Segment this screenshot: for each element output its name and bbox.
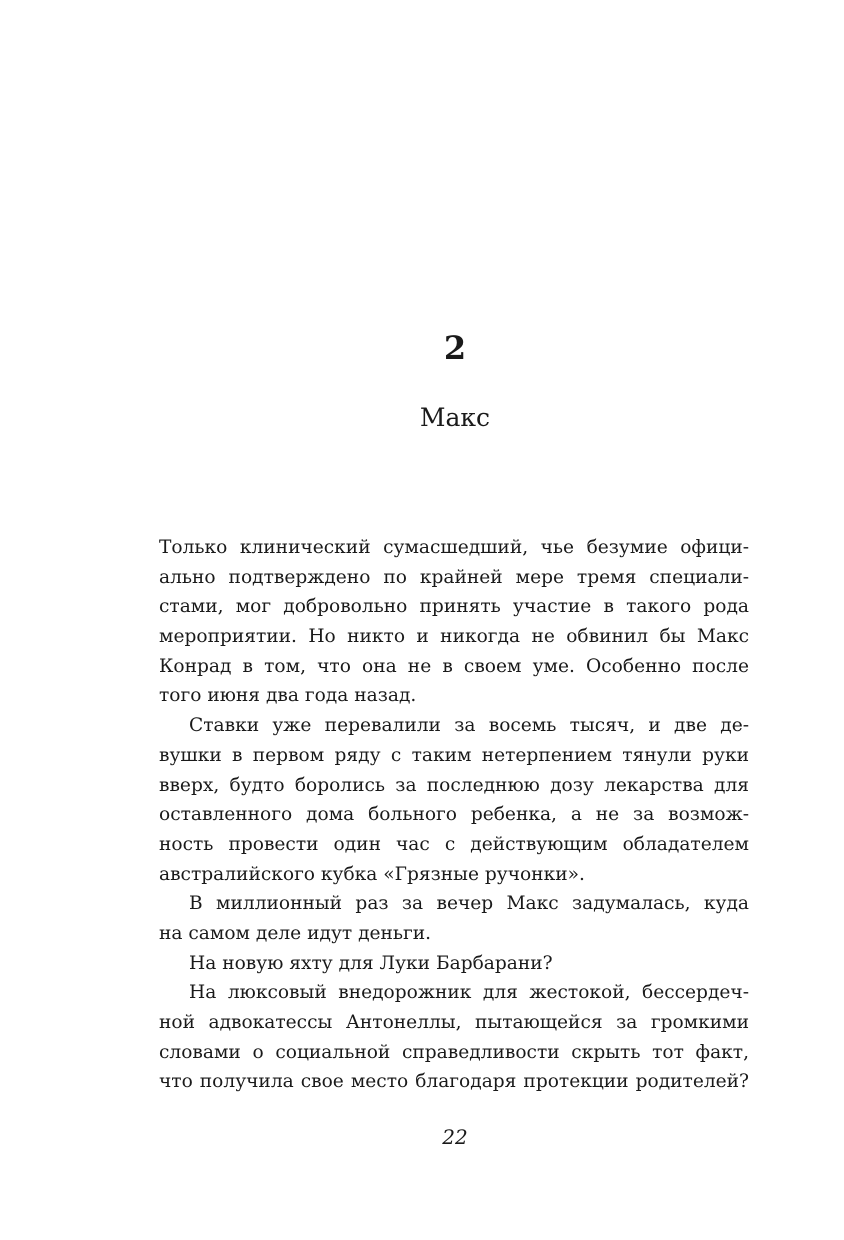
text-line: вверх, будто боролись за последнюю дозу лекарства для bbox=[159, 774, 749, 796]
text-line: того июня два года назад. bbox=[159, 685, 417, 707]
text-line: Только клинический сумасшедший, чье безумие офици- bbox=[159, 537, 749, 558]
chapter-number: 2 bbox=[443, 329, 467, 367]
text-line: оставленного дома больного ребенка, а не за возмож- bbox=[159, 804, 749, 826]
text-line: мероприятии. Но никто и никогда не обвинил бы Макс bbox=[159, 626, 749, 648]
text-line: вушки в первом ряду с таким нетерпением тянули руки bbox=[159, 744, 749, 766]
text-line: Конрад в том, что она не в своем уме. Особенно после bbox=[159, 655, 749, 677]
text-line: На люксовый внедорожник для жестокой, бессердеч- bbox=[189, 982, 749, 1004]
text-line: что получила свое место благодаря протекции родителей? bbox=[159, 1071, 749, 1093]
text-line: Ставки уже перевалили за восемь тысяч, и две де- bbox=[189, 715, 749, 737]
text-line: ально подтверждено по крайней мере тремя специали- bbox=[159, 566, 749, 588]
text-line: ность провести один час с действующим обладателем bbox=[159, 833, 749, 855]
page-number: 22 bbox=[442, 1125, 468, 1149]
body-text bbox=[159, 533, 749, 1097]
text-line: стами, мог добровольно принять участие в такого рода bbox=[159, 596, 749, 618]
text-line: австралийского кубка «Грязные ручонки». bbox=[159, 863, 585, 885]
text-line: словами о социальной справедливости скрыть тот факт, bbox=[159, 1041, 749, 1063]
text-line: На новую яхту для Луки Барбарани? bbox=[189, 952, 553, 974]
text-line: ной адвокатессы Антонеллы, пытающейся за громкими bbox=[159, 1012, 749, 1033]
chapter-title: Макс bbox=[419, 403, 491, 432]
text-line: на самом деле идут деньги. bbox=[159, 922, 432, 944]
text-line: В миллионный раз за вечер Макс задумалась, куда bbox=[189, 893, 749, 915]
